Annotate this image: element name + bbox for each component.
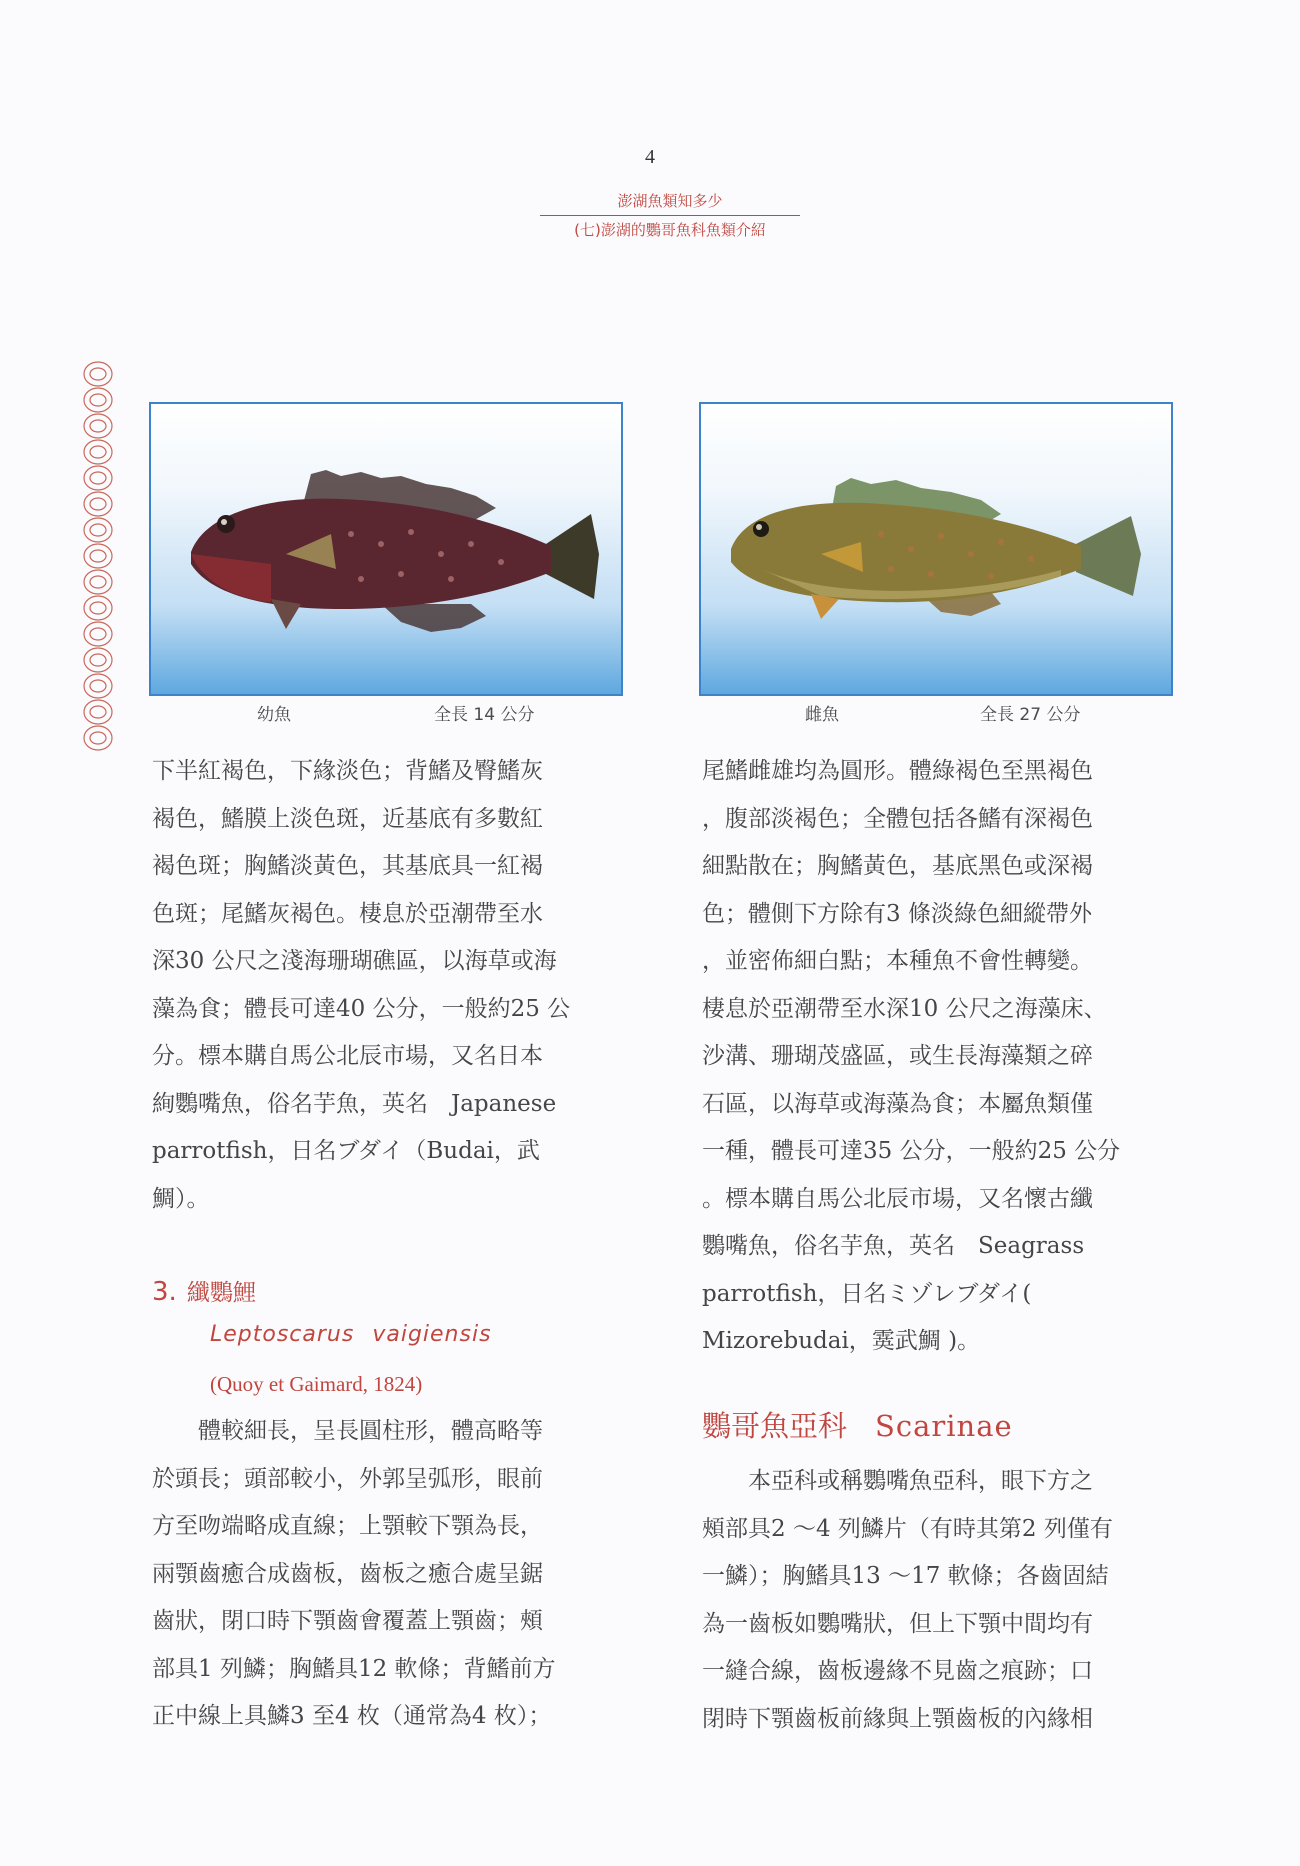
text-line: 齒狀，閉口時下顎齒會覆蓋上顎齒；頰 <box>152 1608 543 1634</box>
chapter-title: (七)澎湖的鸚哥魚科魚類介紹 <box>574 221 766 239</box>
text-line: 正中線上具鱗3 至4 枚（通常為4 枚）； <box>152 1703 552 1729</box>
caption-length-left: 全長 14 公分 <box>434 705 535 725</box>
text-line: 本亞科或稱鸚嘴魚亞科，眼下方之 <box>748 1468 1093 1494</box>
text-line: parrotfish，日名ミゾレブダイ( <box>702 1280 1032 1307</box>
series-title: 澎湖魚類知多少 <box>540 190 800 216</box>
text-line: Mizorebudai，霙武鯛 )。 <box>702 1328 981 1354</box>
text-line: 為一齒板如鸚嘴狀，但上下顎中間均有 <box>702 1610 1093 1637</box>
text-line: ，並密佈細白點；本種魚不會性轉變。 <box>702 948 1093 974</box>
text-line: 藻為食；體長可達40 公分，一般約25 公 <box>152 995 571 1022</box>
text-line: 一種，體長可達35 公分，一般約25 公分 <box>702 1138 1121 1164</box>
species-description <box>152 1408 632 1741</box>
subfamily-name-zh: 鸚哥魚亞科 <box>702 1409 848 1443</box>
text-line: 一鱗）；胸鰭具13 ～17 軟條；各齒固結 <box>702 1563 1109 1589</box>
text-line: 褐色，鰭膜上淡色斑，近基底有多數紅 <box>152 805 543 832</box>
subfamily-description <box>702 1458 1182 1743</box>
caption-stage-left: 幼魚 <box>257 705 291 725</box>
text-line: 細點散在；胸鰭黃色，基底黑色或深褐 <box>702 853 1093 879</box>
text-line: 一縫合線，齒板邊緣不見齒之痕跡；口 <box>702 1658 1093 1684</box>
female-fish-photo <box>699 402 1173 696</box>
text-line: 絢鸚嘴魚，俗名芋魚，英名 Japanese <box>152 1090 557 1117</box>
text-line: 沙溝、珊瑚茂盛區，或生長海藻類之碎 <box>702 1043 1093 1069</box>
text-line: 兩顎齒癒合成齒板，齒板之癒合處呈鋸 <box>152 1560 543 1587</box>
right-column-text <box>702 748 1182 1366</box>
species-name: 纖鸚鯉 <box>186 1280 256 1306</box>
left-column-text <box>152 748 632 1223</box>
text-line: 體較細長，呈長圓柱形，體高略等 <box>198 1418 543 1444</box>
text-line: 石區，以海草或海藻為食；本屬魚類僅 <box>702 1090 1093 1117</box>
text-line: 鯛）。 <box>152 1185 210 1212</box>
parrotfish-female-image <box>701 404 1171 694</box>
scientific-name: Leptoscarus vaigiensis <box>210 1322 492 1347</box>
text-line: 方至吻端略成直線；上顎較下顎為長， <box>152 1513 543 1539</box>
text-line: 尾鰭雌雄均為圓形。體綠褐色至黑褐色 <box>702 758 1093 784</box>
text-line: 棲息於亞潮帶至水深10 公尺之海藻床、 <box>702 995 1107 1022</box>
caption-stage-right: 雌魚 <box>805 705 839 725</box>
text-line: 色；體側下方除有3 條淡綠色細縱帶外 <box>702 900 1092 927</box>
running-head <box>540 190 800 240</box>
text-line: 。標本購自馬公北辰市場，又名懷古纖 <box>702 1185 1093 1212</box>
subfamily-heading <box>702 1404 1013 1445</box>
species-heading <box>152 1274 256 1307</box>
text-line: 分。標本購自馬公北辰市場，又名日本 <box>152 1043 543 1069</box>
text-line: 下半紅褐色，下緣淡色；背鰭及臀鰭灰 <box>152 758 543 784</box>
species-author: (Quoy et Gaimard, 1824) <box>210 1372 423 1396</box>
subfamily-name-latin: Scarinae <box>875 1409 1013 1443</box>
species-number: 3. <box>152 1277 177 1307</box>
text-line: parrotfish，日名ブダイ（Budai，武 <box>152 1138 540 1164</box>
scale-ornament <box>80 360 116 770</box>
text-line: 色斑；尾鰭灰褐色。棲息於亞潮帶至水 <box>152 900 543 927</box>
text-line: 深30 公尺之淺海珊瑚礁區，以海草或海 <box>152 948 557 974</box>
caption-length-right: 全長 27 公分 <box>980 705 1081 725</box>
text-line: 頰部具2 ～4 列鱗片（有時其第2 列僅有 <box>702 1515 1113 1542</box>
text-line: 褐色斑；胸鰭淡黃色，其基底具一紅褐 <box>152 853 543 879</box>
text-line: 於頭長；頭部較小，外郭呈弧形，眼前 <box>152 1465 543 1492</box>
text-line: 鸚嘴魚，俗名芋魚，英名 Seagrass <box>702 1233 1085 1259</box>
text-line: ，腹部淡褐色；全體包括各鰭有深褐色 <box>702 805 1093 832</box>
text-line: 閉時下顎齒板前緣與上顎齒板的內緣相 <box>702 1705 1093 1732</box>
page-number: 4 <box>645 146 655 168</box>
parrotfish-juvenile-image <box>151 404 621 694</box>
text-line: 部具1 列鱗；胸鰭具12 軟條；背鰭前方 <box>152 1655 556 1682</box>
juvenile-fish-photo <box>149 402 623 696</box>
